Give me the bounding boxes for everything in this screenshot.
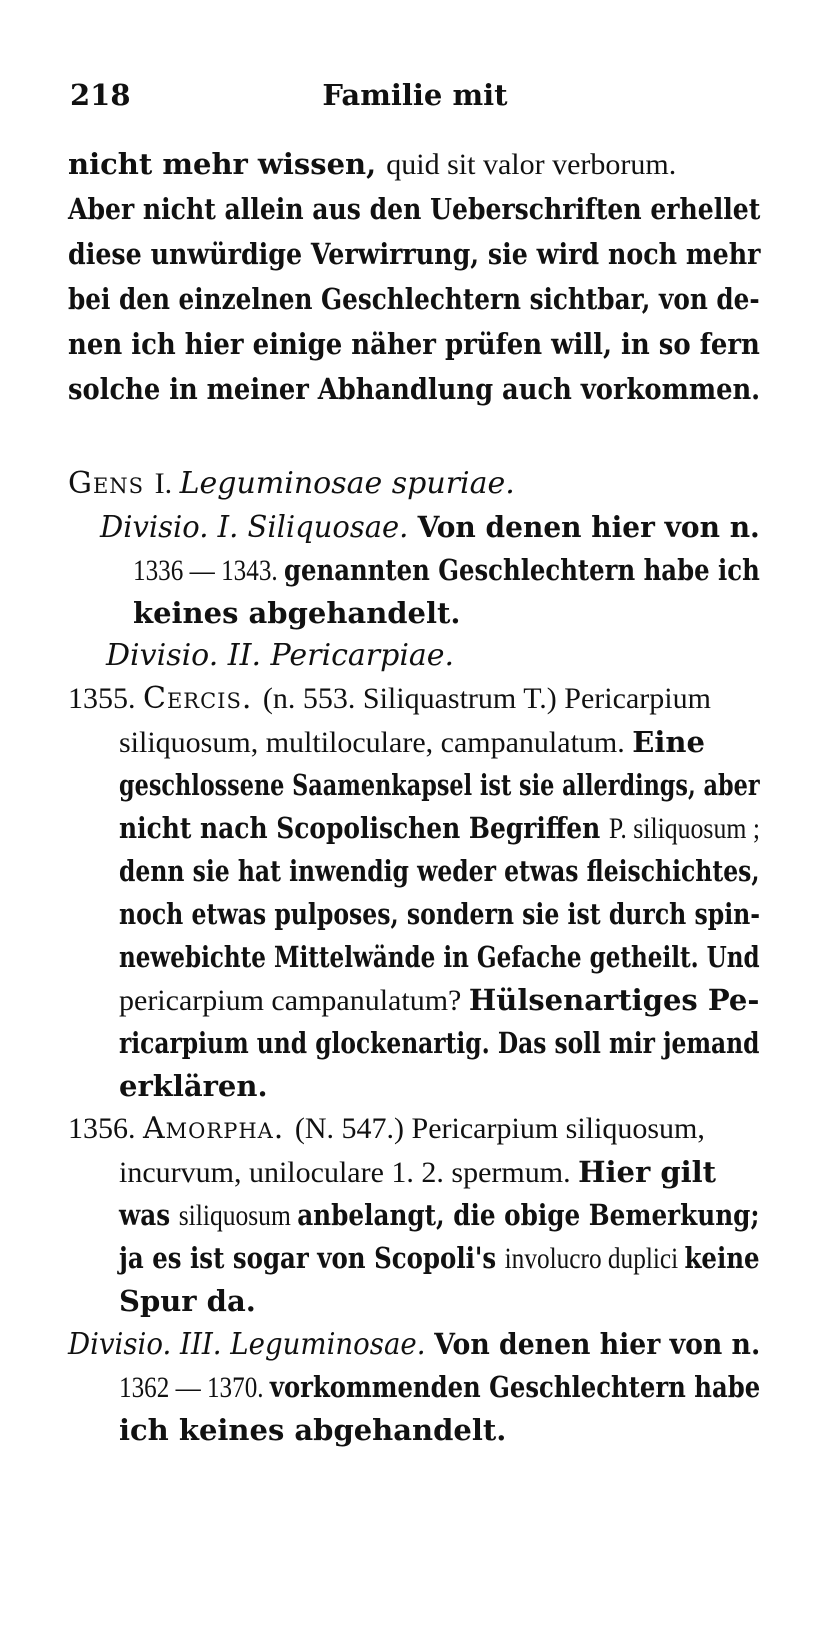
text-run: Amorpha. — [143, 1111, 295, 1146]
text-run: vorkommenden Geschlechtern habe — [269, 1370, 761, 1404]
text-run: 1356. — [68, 1112, 143, 1145]
text-run: Gens — [68, 466, 155, 501]
divisio3-line — [68, 1326, 760, 1363]
text-run: siliquosum — [178, 1199, 298, 1232]
cercis-line — [119, 1068, 268, 1105]
gens-line — [133, 595, 461, 632]
text-run: diese unwürdige Verwirrung, sie wird noch mehr — [68, 237, 761, 271]
gens-line — [106, 638, 454, 674]
text-run: quid sit valor verborum. — [386, 148, 677, 181]
amorpha-line — [119, 1283, 256, 1320]
text-run: anbelangt, die obige Bemerkung; — [297, 1198, 760, 1232]
gens-line — [68, 466, 515, 502]
text-run: geschlossene Saamenkapsel ist sie allerdings, aber — [119, 768, 760, 802]
text-run: incurvum, uniloculare 1. 2. spermum. — [119, 1156, 579, 1189]
amorpha-line — [68, 1111, 705, 1147]
text-run: keines abgehandelt. — [133, 596, 461, 630]
amorpha-line — [119, 1154, 716, 1191]
divisio3-line — [119, 1412, 506, 1449]
running-title: Familie mit — [322, 78, 508, 112]
page-number: 218 — [70, 78, 131, 112]
intro-line — [68, 281, 760, 318]
cercis-line — [119, 1025, 759, 1062]
intro-line — [68, 146, 676, 183]
intro-line — [68, 326, 760, 363]
text-run: Cercis. — [143, 681, 263, 716]
text-run: bei den einzelnen Geschlechtern sichtbar, von de- — [68, 282, 760, 316]
text-run: pericarpium campanulatum? — [119, 984, 469, 1017]
text-run: genannten Geschlechtern habe ich — [284, 553, 760, 587]
text-run: erklären. — [119, 1069, 268, 1103]
text-run: Aber nicht allein aus den Ueberschriften erhellet — [68, 192, 761, 226]
cercis-line — [119, 767, 760, 804]
cercis-line — [68, 681, 711, 717]
intro-line — [68, 191, 760, 228]
amorpha-line — [119, 1240, 760, 1277]
text-run: Divisio. I. Siliquosae. — [100, 510, 418, 545]
text-run: solche in meiner Abhandlung auch vorkommen. — [68, 372, 761, 406]
gens-line — [133, 552, 760, 589]
amorpha-line — [119, 1197, 760, 1234]
text-run: nen ich hier einige näher prüfen will, in so fern — [68, 327, 760, 361]
text-run: 1355. — [68, 682, 143, 715]
cercis-line — [119, 810, 760, 847]
text-run: Eine — [632, 725, 705, 759]
text-run: I. — [154, 467, 180, 500]
text-run: nicht mehr wissen, — [68, 147, 387, 181]
intro-line — [68, 371, 760, 408]
text-run: Divisio. II. Pericarpiae. — [106, 638, 455, 673]
text-run: ich keines abgehandelt. — [119, 1413, 507, 1447]
divisio3-line — [119, 1369, 760, 1406]
text-run: Hier gilt — [578, 1155, 717, 1189]
text-run: (N. 547.) Pericarpium siliquosum, — [294, 1112, 705, 1145]
text-run: noch etwas pulposes, sondern sie ist durch spin- — [119, 897, 761, 931]
text-run: Von denen hier von n. — [417, 510, 760, 544]
page-header — [70, 78, 760, 118]
cercis-line — [119, 724, 705, 761]
intro-line — [68, 236, 761, 273]
text-run: Hülsenartiges Pe- — [468, 983, 760, 1017]
text-run: ricarpium und glockenartig. Das soll mir jemand — [119, 1026, 760, 1060]
cercis-line — [119, 896, 760, 933]
text-run: nicht nach Scopolischen Begriffen — [119, 811, 609, 845]
text-run: keine — [684, 1241, 760, 1275]
cercis-line — [119, 982, 759, 1019]
text-run: (n. 553. Siliquastrum T.) Pericarpium — [262, 682, 711, 715]
text-run: Leguminosae spuriae. — [179, 466, 515, 501]
cercis-line — [119, 939, 760, 976]
text-run: Von denen hier von n. — [434, 1327, 761, 1361]
text-run: 1362 — 1370. — [119, 1371, 270, 1404]
text-run: Divisio. III. Leguminosae. — [68, 1327, 435, 1362]
text-run: siliquosum, multiloculare, campanulatum. — [119, 726, 633, 759]
text-run: ja es ist sogar von Scopoli's — [119, 1241, 505, 1275]
text-run: 1336 — 1343. — [133, 554, 285, 587]
text-run: was — [119, 1198, 179, 1232]
text-run: involucro duplici — [504, 1242, 685, 1275]
text-run: P. siliquosum ; — [608, 812, 761, 845]
cercis-line — [119, 853, 760, 890]
gens-line — [100, 509, 760, 546]
text-run: denn sie hat inwendig weder etwas fleischichtes, — [119, 854, 760, 888]
text-run: newebichte Mittelwände in Gefache getheilt. Und — [119, 940, 760, 974]
text-run: Spur da. — [119, 1284, 256, 1318]
